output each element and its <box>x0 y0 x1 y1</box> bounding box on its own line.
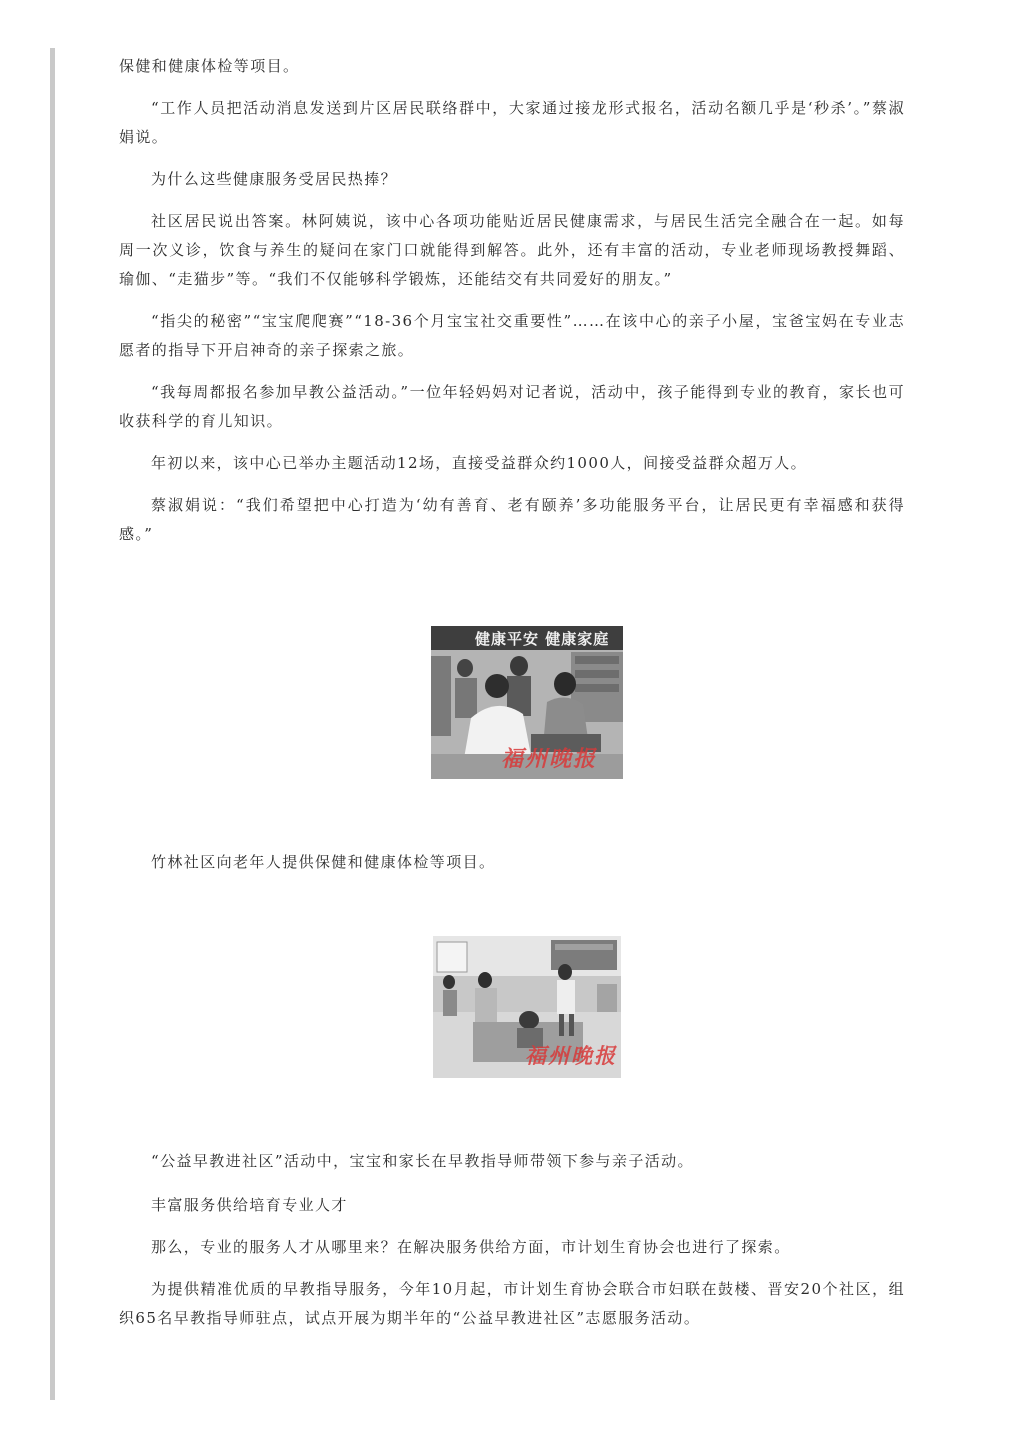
news-photo-health-check <box>431 626 623 779</box>
paragraph: 社区居民说出答案。林阿姨说，该中心各项功能贴近居民健康需求，与居民生活完全融合在一起。如每周一次义诊，饮食与养生的疑问在家门口就能得到解答。此外，还有丰富的活动，专业老师现场教授舞蹈、瑜伽、“走猫步”等。“我们不仅能够科学锻炼，还能结交有共同爱好的朋友。” <box>119 212 905 288</box>
paragraph: 为提供精准优质的早教指导服务，今年10月起，市计划生育协会联合市妇联在鼓楼、晋安20个社区，组织65名早教指导师驻点，试点开展为期半年的“公益早教进社区”志愿服务活动。 <box>119 1280 905 1327</box>
newspaper-watermark: 福州晚报 <box>525 1043 617 1068</box>
newspaper-watermark: 福州晚报 <box>501 746 598 772</box>
article-body-top <box>119 52 905 549</box>
paragraph: “我每周都报名参加早教公益活动。”一位年轻妈妈对记者说，活动中，孩子能得到专业的教育，家长也可收获科学的育儿知识。 <box>119 383 905 430</box>
photo-banner-text: 健康平安 健康家庭 <box>475 630 610 648</box>
paragraph: 保健和健康体检等项目。 <box>119 57 300 75</box>
news-photo-early-education <box>433 936 621 1078</box>
photo-caption: 竹林社区向老年人提供保健和健康体检等项目。 <box>151 853 496 871</box>
paragraph: 蔡淑娟说：“我们希望把中心打造为‘幼有善育、老有颐养’多功能服务平台，让居民更有幸福感和获得感。” <box>119 496 905 543</box>
paragraph: “工作人员把活动消息发送到片区居民联络群中，大家通过接龙形式报名，活动名额几乎是‘秒杀’。”蔡淑娟说。 <box>119 99 905 146</box>
page-margin-bar <box>50 48 55 1400</box>
paragraph: “指尖的秘密”“宝宝爬爬赛”“18-36个月宝宝社交重要性”……在该中心的亲子小屋，宝爸宝妈在专业志愿者的指导下开启神奇的亲子探索之旅。 <box>119 312 905 359</box>
photo-caption: “公益早教进社区”活动中，宝宝和家长在早教指导师带领下参与亲子活动。 <box>151 1152 694 1170</box>
paragraph: 为什么这些健康服务受居民热捧？ <box>151 170 398 188</box>
paragraph: 年初以来，该中心已举办主题活动12场，直接受益群众约1000人，间接受益群众超万人。 <box>151 454 808 472</box>
article-body-bottom <box>119 1191 905 1333</box>
paragraph: 那么，专业的服务人才从哪里来？在解决服务供给方面，市计划生育协会也进行了探索。 <box>151 1238 791 1256</box>
section-subheading: 丰富服务供给培育专业人才 <box>151 1196 348 1214</box>
